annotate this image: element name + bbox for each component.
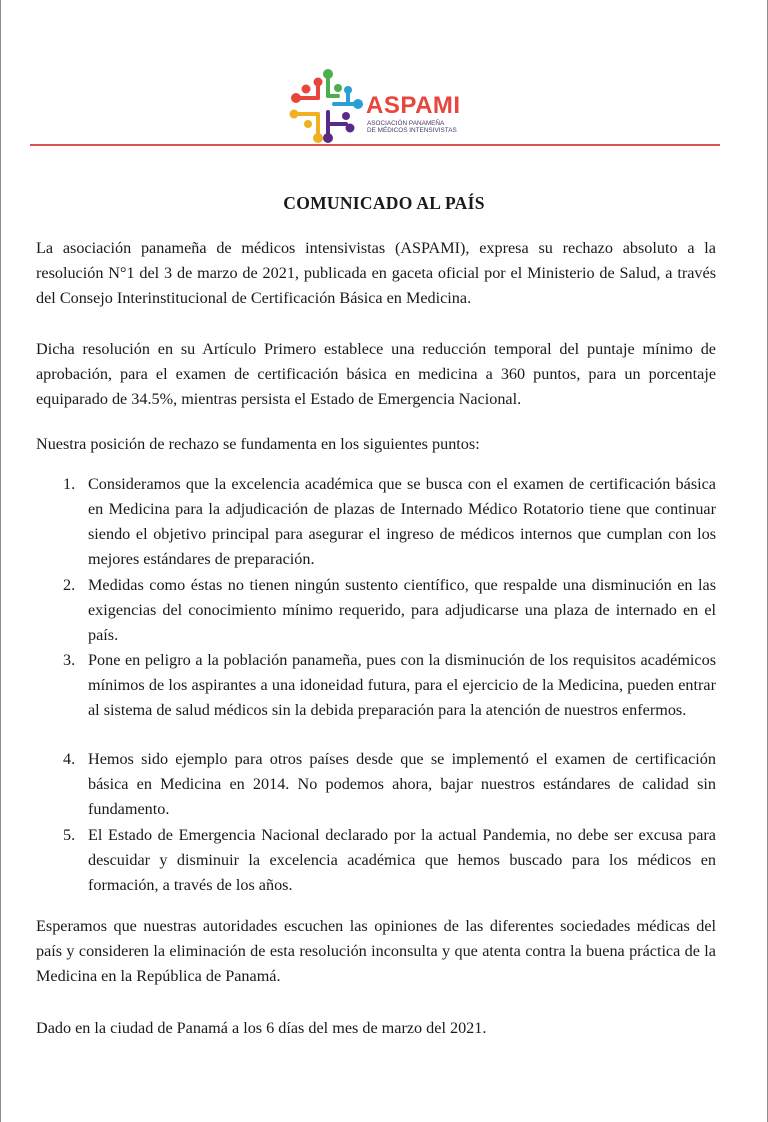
paragraph-resolution: Dicha resolución en su Artículo Primero establece una reducción temporal del puntaje mínimo de aprobación, para el examen de certificación básica en medicina a 360 puntos, para un porcentaje equiparado de 34.5%, mientras persista el Estado de Emergencia Nacional. bbox=[36, 340, 716, 408]
letterhead bbox=[0, 60, 768, 150]
paragraph-request: Esperamos que nuestras autoridades escuchen las opiniones de las diferentes sociedades médicas del país y consideren la eliminación de esta resolución inconsulta y que atenta contra la buena práctica de la Medicina en la República de Panamá. bbox=[36, 917, 716, 985]
paragraph-intro: La asociación panameña de médicos intensivistas (ASPAMI), expresa su rechazo absoluto a la resolución N°1 del 3 de marzo de 2021, publicada en gaceta oficial por el Ministerio de Salud, a través del Consejo Interinstitucional de Certificación Básica en Medicina. bbox=[36, 239, 716, 307]
paragraph-signoff: Dado en la ciudad de Panamá a los 6 días del mes de marzo del 2021. bbox=[36, 1019, 487, 1037]
paragraph-position: Nuestra posición de rechazo se fundamenta en los siguientes puntos: bbox=[36, 435, 480, 453]
list-item-text: Pone en peligro a la población panameña, pues con la disminución de los requisitos académicos mínimos de los aspirantes a una idoneidad futura, para el ejercicio de la Medicina, pueden entrar al sistema de salud médicos sin la debida preparación para la atención de nuestros enfermos. bbox=[88, 651, 716, 719]
page-left-border bbox=[0, 0, 1, 1122]
logo-subtitle-line2: DE MÉDICOS INTENSIVISTAS bbox=[367, 127, 457, 134]
logo-name: ASPAMI bbox=[366, 92, 461, 119]
list-item-text: Consideramos que la excelencia académica que se busca con el examen de certificación básica en Medicina para la adjudicación de plazas de Internado Médico Rotatorio tiene que continuar siendo el objetivo principal para asegurar el ingreso de médicos internos que cumplan con los mejores estándares de preparación. bbox=[88, 475, 716, 568]
list-item-number: 2. bbox=[63, 576, 76, 594]
list-item-text: Medidas como éstas no tienen ningún sustento científico, que respalde una disminución en las exigencias del conocimiento mínimo requerido, para adjudicarse una plaza de internado en el país. bbox=[88, 576, 716, 644]
document-title: COMUNICADO AL PAÍS bbox=[283, 193, 485, 213]
list-item-text: Hemos sido ejemplo para otros países desde que se implementó el examen de certificación básica en Medicina en 2014. No podemos ahora, bajar nuestros estándares de calidad sin fundamento. bbox=[88, 750, 716, 818]
list-item-number: 5. bbox=[63, 826, 76, 844]
list-item-text: El Estado de Emergencia Nacional declarado por la actual Pandemia, no debe ser excusa para descuidar y disminuir la excelencia académica que hemos buscado para los médicos en formación, a través de los años. bbox=[88, 826, 716, 894]
list-item-number: 3. bbox=[63, 651, 76, 669]
logo-subtitle-line1: ASOCIACIÓN PANAMEÑA bbox=[367, 120, 445, 127]
list-item-number: 4. bbox=[63, 750, 76, 768]
list-item-number: 1. bbox=[63, 475, 76, 493]
logo-subtitle bbox=[367, 120, 477, 134]
aspami-logo bbox=[288, 68, 478, 148]
header-divider bbox=[30, 144, 720, 146]
aspami-logo-mark-icon bbox=[288, 68, 364, 148]
